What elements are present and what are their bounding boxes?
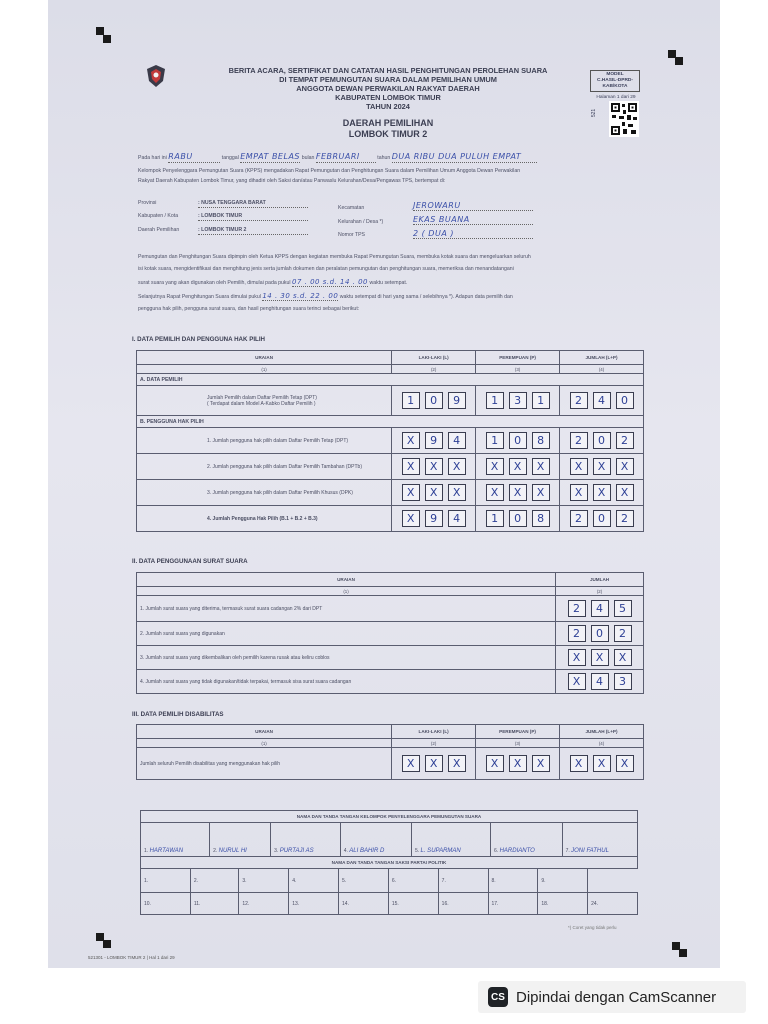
s2-col-uraian: URAIAN: [137, 573, 556, 587]
s1-digit-box: X: [448, 484, 466, 501]
kabupaten-value: : LOMBOK TIMUR: [198, 213, 308, 221]
s1-col-pr: PEREMPUAN (P): [476, 351, 560, 365]
s2-digit-box: 2: [614, 625, 632, 642]
s1-digit-box: X: [402, 484, 420, 501]
s3-col-lk: LAKI-LAKI (L): [392, 725, 476, 739]
saksi-signature-cell: 16.: [438, 893, 488, 915]
s1-digit-box: X: [402, 458, 420, 475]
dapil-field-value: : LOMBOK TIMUR 2: [198, 227, 308, 235]
s1-b1-lk: [392, 428, 476, 454]
s3-r1-jml: [560, 748, 644, 780]
dapil-label: DAERAH PEMILIHAN: [342, 118, 434, 128]
saksi-row-2: [141, 893, 638, 915]
intro-text-2: Rakyat Daerah Kabupaten Lombok Timur, yang dihadiri oleh Saksi dan/atau Panwaslu Kelurahan/Desa/Pengawas TPS, bertempat di:: [138, 178, 446, 184]
kpps-signature-number: 6.: [494, 848, 500, 854]
s3-digit-box: X: [402, 755, 420, 772]
s1-digit-box: X: [402, 510, 420, 527]
kpps-signature-name: HARTAWAN: [149, 848, 184, 854]
saksi-signature-cell: 5.: [339, 869, 389, 893]
paragraph-line4: [138, 292, 698, 301]
s2-r2-val: [556, 622, 644, 646]
saksi-signature-cell: 3.: [239, 869, 289, 893]
s3-digit-box: X: [570, 755, 588, 772]
tps-label: Nomor TPS: [338, 232, 366, 238]
tps-value: 2 ( DUA ): [413, 229, 533, 239]
kpps-signature-number: 2.: [213, 848, 219, 854]
saksi-signature-cell: 12.: [239, 893, 289, 915]
s1-a1-line2: ( Terdapat dalam Model A-Kabko Daftar Pemilih ): [207, 400, 316, 407]
s1-b1-pr: [476, 428, 560, 454]
s1-a1-jml: [560, 386, 644, 416]
paragraph-line4-text: Selanjutnya Rapat Penghitungan Suara dimulai pukul: [138, 294, 261, 300]
doc-title-line2: DI TEMPAT PEMUNGUTAN SUARA DALAM PEMILIHAN UMUM: [279, 75, 497, 84]
model-box-line3: KAB/KOTA: [602, 84, 628, 90]
s3-digit-box: X: [616, 755, 634, 772]
s1-digit-box: X: [402, 432, 420, 449]
saksi-signature-cell: 15.: [388, 893, 438, 915]
s1-digit-box: X: [509, 458, 527, 475]
corner-marker-bottom-left-2: [103, 940, 111, 948]
s2-col-jml: JUMLAH: [556, 573, 644, 587]
kelurahan-value: EKAS BUANA: [413, 215, 533, 225]
s2-digit-box: 5: [614, 600, 632, 617]
s1-digit-box: X: [425, 458, 443, 475]
paragraph-line3: [138, 278, 678, 287]
kpps-signature-cell: [562, 823, 637, 857]
corner-marker-top-left-2: [103, 35, 111, 43]
label-bulan: bulan: [301, 155, 315, 161]
saksi-signature-cell: 10.: [141, 893, 191, 915]
section3-title: III. DATA PEMILIH DISABILITAS: [132, 711, 224, 718]
s3-digit-box: X: [486, 755, 504, 772]
s1-b3-jml: [560, 480, 644, 506]
s2-r4-label: 4. Jumlah surat suara yang tidak digunakan/tidak terpakai, termasuk sisa surat suara cadangan: [137, 670, 556, 694]
s1-digit-box: 0: [593, 510, 611, 527]
s1-digit-box: X: [425, 484, 443, 501]
scanned-document: [48, 0, 720, 968]
kelurahan-label: Kelurahan / Desa *): [338, 219, 384, 225]
doc-title-line4: KABUPATEN LOMBOK TIMUR: [335, 93, 441, 102]
s1-digit-box: X: [593, 458, 611, 475]
saksi-signature-cell: 8.: [488, 869, 538, 893]
footnote: *) Coret yang tidak perlu: [568, 925, 617, 930]
kecamatan-label: Kecamatan: [338, 205, 365, 211]
model-box-line1: MODEL: [606, 72, 624, 77]
s1-digit-box: 9: [425, 432, 443, 449]
s1-row-a1-label: [137, 386, 392, 416]
provinsi-label: Provinsi: [138, 200, 157, 206]
s1-digit-box: X: [532, 458, 550, 475]
signature-table: [140, 810, 638, 869]
s1-digit-box: 9: [425, 510, 443, 527]
saksi-signature-cell: 6.: [388, 869, 438, 893]
s1-b2-lk: [392, 454, 476, 480]
s2-num-1: (1): [137, 587, 556, 596]
kpps-signature-cell: [271, 823, 341, 857]
s1-col-uraian: URAIAN: [137, 351, 392, 365]
s3-r1-pr: [476, 748, 560, 780]
saksi-signature-cell: 2.: [190, 869, 239, 893]
corner-marker-top-left: [96, 27, 104, 35]
kpps-signature-cell: [491, 823, 563, 857]
saksi-row-1: [141, 869, 638, 893]
s3-digit-box: X: [448, 755, 466, 772]
doc-title-line5: TAHUN 2024: [366, 102, 410, 111]
paragraph-line2: isi kotak suara, mengidentifikasi dan menghitung jenis serta jumlah dokumen dan peralatan pemungutan dan penghitungan suara, memeriksa dan menandatangani: [138, 266, 514, 272]
s1-digit-box: 1: [532, 392, 550, 409]
paragraph-line4-end: waktu setempat di hari yang sama / selebihnya *). Adapun data pemilih dan: [339, 294, 513, 300]
kabupaten-label: Kabupaten / Kota: [138, 213, 179, 219]
s1-digit-box: X: [570, 484, 588, 501]
s1-digit-box: 4: [448, 432, 466, 449]
s3-digit-box: X: [425, 755, 443, 772]
section2-title: II. DATA PENGGUNAAN SURAT SUARA: [132, 558, 248, 565]
s1-digit-box: 0: [593, 432, 611, 449]
kpps-signature-name: PURTAJI AS: [279, 848, 314, 854]
s2-r1-label: 1. Jumlah surat suara yang diterima, termasuk surat suara cadangan 2% dari DPT: [137, 596, 556, 622]
label-tahun: tahun: [377, 155, 391, 161]
s2-digit-box: 2: [568, 625, 586, 642]
provinsi-value: : NUSA TENGGARA BARAT: [198, 200, 308, 208]
section2-table: [136, 572, 644, 694]
kpps-signature-name: L. SUPARMAN: [420, 848, 461, 854]
kpps-sign-row: [141, 823, 638, 857]
s1-b3-label: 3. Jumlah pengguna hak pilih dalam Daftar Pemilih Khusus (DPK): [137, 480, 392, 506]
saksi-signature-cell: 18.: [538, 893, 588, 915]
s1-b1-label: 1. Jumlah pengguna hak pilih dalam Daftar Pemilih Tetap (DPT): [137, 428, 392, 454]
saksi-signature-cell: 24.: [588, 893, 638, 915]
corner-marker-top-right-2: [675, 57, 683, 65]
voting-time: 07 . 00 s.d. 14 . 00: [292, 278, 368, 286]
s1-num-3: (3): [476, 365, 560, 374]
s1-b3-lk: [392, 480, 476, 506]
s3-col-jml: JUMLAH (L+P): [560, 725, 644, 739]
s1-digit-box: 4: [593, 392, 611, 409]
s1-num-2: (2): [392, 365, 476, 374]
saksi-signature-cell: 17.: [488, 893, 538, 915]
s1-digit-box: X: [532, 484, 550, 501]
s3-r1-label: Jumlah seluruh Pemilih disabilitas yang menggunakan hak pilih: [137, 748, 392, 780]
s1-digit-box: 1: [486, 432, 504, 449]
kpps-signature-cell: [340, 823, 411, 857]
s1-digit-box: X: [593, 484, 611, 501]
saksi-signature-cell: 1.: [141, 869, 191, 893]
kpps-signature-cell: [141, 823, 210, 857]
kpps-signature-cell: [210, 823, 271, 857]
s1-digit-box: 2: [570, 510, 588, 527]
s2-digit-box: X: [568, 673, 586, 690]
paragraph-line3-text: surat suara yang akan digunakan oleh Pemilih, dimulai pada pukul: [138, 280, 291, 286]
camscanner-logo-icon: CS: [488, 987, 508, 1007]
model-box: [590, 70, 640, 92]
kpps-signature-number: 4.: [343, 848, 350, 854]
section1-title: I. DATA PEMILIH DAN PENGGUNA HAK PILIH: [132, 336, 266, 343]
saksi-signature-cell: 11.: [190, 893, 239, 915]
s1-digit-box: 0: [509, 432, 527, 449]
s1-b4-label: 4. Jumlah Pengguna Hak Pilih (B.1 + B.2 + B.3): [137, 506, 392, 532]
s1-a1-line1: Jumlah Pemilih dalam Daftar Pemilih Tetap (DPT): [207, 394, 317, 401]
corner-marker-bottom-right-2: [679, 949, 687, 957]
s1-col-lk: LAKI-LAKI (L): [392, 351, 476, 365]
model-box-line2: C.HASIL-DPRD-: [597, 78, 633, 84]
s1-cat-a: A. DATA PEMILIH: [137, 374, 644, 386]
kpps-signature-name: HARDIANTO: [499, 848, 535, 854]
s1-num-4: (4): [560, 365, 644, 374]
value-tahun: DUA RIBU DUA PULUH EMPAT: [392, 152, 537, 163]
s2-digit-box: 4: [591, 673, 609, 690]
s2-digit-box: X: [568, 649, 586, 666]
s3-digit-box: X: [593, 755, 611, 772]
kpps-signature-number: 3.: [274, 848, 280, 854]
s2-digit-box: X: [591, 649, 609, 666]
s2-digit-box: X: [614, 649, 632, 666]
kpps-sign-title: NAMA DAN TANDA TANGAN KELOMPOK PENYELENGGARA PEMUNGUTAN SUARA: [141, 811, 638, 823]
s1-b3-pr: [476, 480, 560, 506]
value-tanggal: EMPAT BELAS: [240, 152, 300, 163]
s3-col-pr: PEREMPUAN (P): [476, 725, 560, 739]
s1-digit-box: 3: [509, 392, 527, 409]
saksi-table: [140, 868, 638, 915]
s3-col-uraian: URAIAN: [137, 725, 392, 739]
s2-r2-label: 2. Jumlah surat suara yang digunakan: [137, 622, 556, 646]
saksi-sign-title: NAMA DAN TANDA TANGAN SAKSI PARTAI POLITIK: [141, 857, 638, 869]
s2-r1-val: [556, 596, 644, 622]
kecamatan-value: JEROWARU: [413, 201, 533, 211]
s1-digit-box: 1: [486, 510, 504, 527]
kpps-signature-number: 5.: [414, 848, 421, 854]
s1-b2-jml: [560, 454, 644, 480]
s2-digit-box: 3: [614, 673, 632, 690]
s3-num-4: (4): [560, 739, 644, 748]
s1-digit-box: X: [448, 458, 466, 475]
s1-num-1: (1): [137, 365, 392, 374]
kpps-signature-cell: [411, 823, 490, 857]
saksi-signature-cell: 7.: [438, 869, 488, 893]
s2-digit-box: 2: [568, 600, 586, 617]
section3-table: [136, 724, 644, 780]
s1-digit-box: 4: [448, 510, 466, 527]
s3-num-2: (2): [392, 739, 476, 748]
s1-b4-lk: [392, 506, 476, 532]
qr-code-icon: [609, 101, 639, 137]
s1-digit-box: 1: [486, 392, 504, 409]
paragraph-line3-end: waktu setempat.: [369, 280, 408, 286]
paragraph-line5: pengguna hak pilih, pengguna surat suara, dan hasil penghitungan suara terinci sebagai berikut:: [138, 306, 360, 312]
s1-digit-box: 8: [532, 432, 550, 449]
s1-digit-box: 2: [570, 432, 588, 449]
s1-b4-pr: [476, 506, 560, 532]
s1-digit-box: X: [616, 484, 634, 501]
footer-page-code: 521301 - LOMBOK TIMUR 2 | Hal 1 dari 29: [88, 955, 175, 960]
kpps-signature-name: JONI FATHUL: [571, 848, 609, 854]
kpps-signature-name: NURUL HI: [218, 848, 247, 854]
s1-digit-box: 8: [532, 510, 550, 527]
s2-num-2: (2): [556, 587, 644, 596]
doc-title-line3: ANGGOTA DEWAN PERWAKILAN RAKYAT DAERAH: [296, 84, 480, 93]
saksi-signature-cell: 4.: [289, 869, 339, 893]
saksi-signature-cell: 9.: [538, 869, 588, 893]
s1-digit-box: 0: [425, 392, 443, 409]
s1-digit-box: 2: [616, 432, 634, 449]
s2-digit-box: 4: [591, 600, 609, 617]
s1-b2-pr: [476, 454, 560, 480]
intro-text-1: Kelompok Penyelenggara Pemungutan Suara (KPPS) mengadakan Rapat Pemungutan dan Penghitungan Suara dalam Pemilihan Umum Anggota Dewan Perwakilan: [138, 168, 521, 174]
s1-digit-box: X: [486, 484, 504, 501]
s1-digit-box: X: [616, 458, 634, 475]
side-code: 521: [591, 108, 598, 118]
s1-digit-box: 0: [509, 510, 527, 527]
s1-digit-box: X: [486, 458, 504, 475]
s1-b4-jml: [560, 506, 644, 532]
value-bulan: FEBRUARI: [316, 152, 376, 163]
kpps-signature-number: 7.: [565, 848, 572, 854]
s2-r3-val: [556, 646, 644, 670]
s1-digit-box: X: [509, 484, 527, 501]
section1-table: [136, 350, 644, 532]
kpps-signature-number: 1.: [144, 848, 150, 854]
kpps-signature-name: ALI BAHIR D: [349, 848, 385, 854]
intro-line: [138, 152, 658, 163]
s1-cat-b: B. PENGGUNA HAK PILIH: [137, 416, 644, 428]
s1-b2-label: 2. Jumlah pengguna hak pilih dalam Daftar Pemilih Tambahan (DPTb): [137, 454, 392, 480]
s3-digit-box: X: [532, 755, 550, 772]
s1-digit-box: 0: [616, 392, 634, 409]
s2-digit-box: 0: [591, 625, 609, 642]
s1-digit-box: 1: [402, 392, 420, 409]
s1-a1-pr: [476, 386, 560, 416]
camscanner-watermark: [478, 981, 746, 1013]
s1-a1-lk: [392, 386, 476, 416]
s1-col-jml: JUMLAH (L+P): [560, 351, 644, 365]
counting-time: 14 . 30 s.d. 22 . 00: [262, 292, 339, 300]
dapil-field-label: Daerah Pemilihan: [138, 227, 180, 233]
s2-r4-val: [556, 670, 644, 694]
saksi-signature-cell: 13.: [289, 893, 339, 915]
s2-r3-label: 3. Jumlah surat suara yang dikembalikan oleh pemilih karena rusak atau keliru coblos: [137, 646, 556, 670]
label-tanggal: tanggal: [221, 155, 239, 161]
s1-digit-box: X: [570, 458, 588, 475]
s1-digit-box: 2: [616, 510, 634, 527]
s3-num-1: (1): [137, 739, 392, 748]
camscanner-text: Dipindai dengan CamScanner: [516, 988, 717, 1006]
s1-digit-box: 9: [448, 392, 466, 409]
label-pada-hari: Pada hari ini: [138, 155, 167, 161]
s1-digit-box: 2: [570, 392, 588, 409]
saksi-signature-cell: 14.: [339, 893, 389, 915]
page-count: Halaman 1 dari 29: [596, 95, 636, 100]
paragraph-line1: Pemungutan dan Penghitungan Suara dipimpin oleh Ketua KPPS dengan kegiatan membuka Rapat Pemungutan Suara, membuka kotak suara dan mengeluarkan seluruh: [138, 254, 531, 260]
s3-num-3: (3): [476, 739, 560, 748]
s3-r1-lk: [392, 748, 476, 780]
dapil-name: LOMBOK TIMUR 2: [348, 129, 428, 139]
s1-b1-jml: [560, 428, 644, 454]
s3-digit-box: X: [509, 755, 527, 772]
doc-title-line1: BERITA ACARA, SERTIFIKAT DAN CATATAN HASIL PENGHITUNGAN PEROLEHAN SUARA: [228, 66, 548, 75]
value-hari: RABU: [168, 152, 220, 163]
